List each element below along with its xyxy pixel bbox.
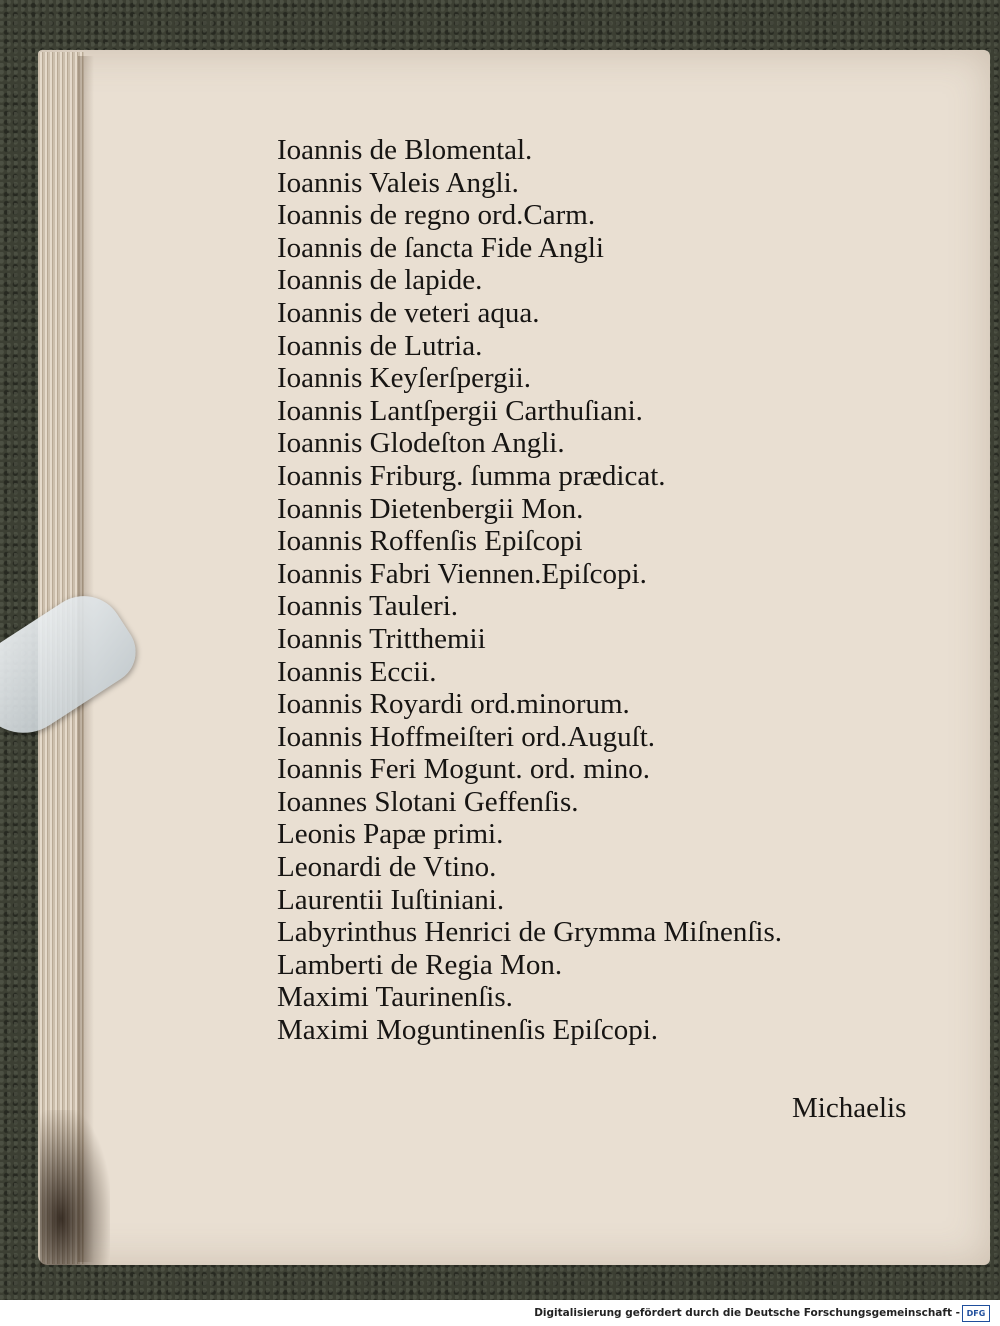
page-stain bbox=[40, 1110, 110, 1265]
index-entry: Ioannis Keyſerſpergii. bbox=[277, 362, 531, 395]
index-entry: Ioannis Lantſpergii Carthuſiani. bbox=[277, 394, 643, 427]
index-entry: Leonardi de Vtino. bbox=[277, 851, 497, 884]
index-entry: Ioannis Glodeſton Angli. bbox=[277, 427, 565, 460]
index-entry: Ioannis de Blomental. bbox=[277, 134, 533, 166]
index-entry: Ioannis Tauleri. bbox=[277, 590, 459, 623]
index-entry: Ioannis Tritthemii bbox=[277, 622, 486, 655]
index-entry: Lamberti de Regia Mon. bbox=[277, 948, 563, 981]
index-list bbox=[277, 134, 937, 1047]
catchword: Michaelis bbox=[792, 1092, 907, 1124]
index-entry: Maximi Taurinenſis. bbox=[277, 981, 513, 1014]
index-entry: Ioannis Royardi ord.minorum. bbox=[277, 688, 630, 721]
index-entry: Maximi Moguntinenſis Epiſcopi. bbox=[277, 1014, 659, 1047]
index-entry: Ioannis de lapide. bbox=[277, 264, 483, 297]
index-entry: Labyrinthus Henrici de Grymma Miſnenſis. bbox=[277, 916, 782, 949]
index-entry: Laurentii Iuſtiniani. bbox=[277, 883, 505, 916]
index-entry: Leonis Papæ primi. bbox=[277, 818, 504, 851]
index-entry: Ioannis Fabri Viennen.Epiſcopi. bbox=[277, 557, 647, 590]
footer-bar bbox=[0, 1300, 1000, 1326]
index-entry: Ioannis de veteri aqua. bbox=[277, 296, 540, 329]
index-entry: Ioannis Roffenſis Epiſcopi bbox=[277, 525, 583, 558]
index-entry: Ioannis Valeis Angli. bbox=[277, 166, 519, 199]
index-entry: Ioannis Dietenbergii Mon. bbox=[277, 492, 584, 525]
index-entry: Ioannis de ſancta Fide Angli bbox=[277, 231, 604, 264]
index-entry: Ioannis de Lutria. bbox=[277, 329, 483, 362]
funding-credit: Digitalisierung gefördert durch die Deutsche Forschungsgemeinschaft - bbox=[534, 1307, 960, 1319]
index-entry: Ioannis de regno ord.Carm. bbox=[277, 199, 596, 232]
index-entry: Ioannes Slotani Geffenſis. bbox=[277, 785, 579, 818]
dfg-logo: DFG bbox=[962, 1305, 990, 1322]
index-entry: Ioannis Eccii. bbox=[277, 655, 437, 688]
index-entry: Ioannis Feri Mogunt. ord. mino. bbox=[277, 753, 650, 786]
index-entry: Ioannis Hoffmeiſteri ord.Auguſt. bbox=[277, 720, 656, 753]
index-entry: Ioannis Friburg. ſumma prædicat. bbox=[277, 459, 666, 492]
